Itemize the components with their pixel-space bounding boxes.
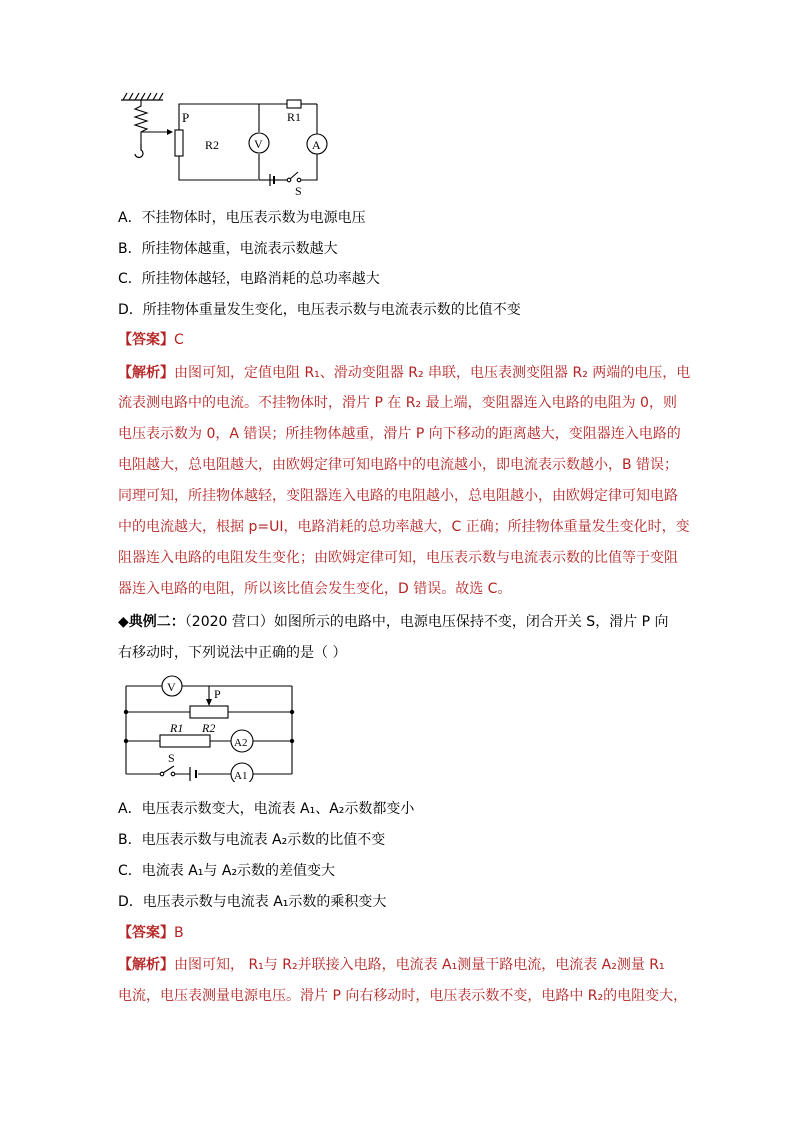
- switch-label: S: [295, 184, 302, 198]
- q1-analysis-line-6: 中的电流越大，根据 p=UI，电路消耗的总功率越大，C 正确；所挂物体重量发生变化时，变: [118, 519, 690, 535]
- q1-analysis-line-8: 器连入电路的电阻，所以该比值会发生变化，D 错误。故选 C。: [118, 581, 512, 597]
- switch-s: [287, 172, 301, 182]
- q2-option-c: C．电流表 A₁与 A₂示数的差值变大: [118, 863, 336, 879]
- q1-analysis-line-1: 【解析】由图可知，定值电阻 R₁、滑动变阻器 R₂ 串联，电压表测变阻器 R₂ 两端的电压，电: [118, 365, 691, 381]
- q1-option-a: A．不挂物体时，电压表示数为电源电压: [118, 210, 366, 226]
- slider-arrow: [167, 129, 173, 135]
- q2-answer: [118, 923, 184, 943]
- q2-analysis-line-1: 【解析】由图可知， R₁与 R₂并联接入电路，电流表 A₁测量干路电流，电流表 A₂测量 R₁: [118, 957, 665, 973]
- battery: [190, 767, 196, 781]
- switch-s: [160, 766, 175, 776]
- q1-analysis-label: 【解析】: [118, 365, 174, 381]
- q1-analysis-line-2: 流表测电路中的电流。不挂物体时，滑片 P 在 R₂ 最上端，变阻器连入电路的电阻为 0，则: [118, 395, 677, 411]
- q2-answer-value: B: [174, 925, 184, 941]
- resistor-r1-label: R1: [287, 110, 302, 124]
- q1-answer-label: 【答案】: [118, 332, 174, 348]
- ammeter-a1-label: A1: [234, 770, 248, 782]
- q2-title-line-2: 右移动时，下列说法中正确的是（ ）: [118, 645, 347, 661]
- resistor-r2-label: R2: [205, 138, 220, 152]
- switch-label: S: [168, 751, 175, 765]
- voltmeter-label: V: [167, 680, 176, 694]
- q2-title-label: ◆典例二：: [118, 614, 185, 630]
- slider-arrow: [206, 699, 212, 706]
- resistor-r1: [160, 735, 210, 747]
- circuit-diagram-1: [115, 92, 355, 198]
- q2-option-a: A．电压表示数变大，电流表 A₁、A₂示数都变小: [118, 801, 415, 817]
- q1-answer-value: C: [174, 332, 184, 348]
- q2-answer-label: 【答案】: [118, 925, 174, 941]
- resistor-r1: [287, 100, 301, 108]
- q2-title: [118, 612, 669, 632]
- q2-option-b: B．电压表示数与电流表 A₂示数的比值不变: [118, 832, 386, 848]
- resistor-r2-label: R2: [202, 721, 216, 735]
- q2-title-text: （2020 营口）如图所示的电路中，电源电压保持不变，闭合开关 S，滑片 P 向: [184, 614, 669, 630]
- resistor-r1-label: R1: [170, 721, 184, 735]
- q1-option-c: C．所挂物体越轻，电路消耗的总功率越大: [118, 271, 380, 287]
- q2-analysis-label: 【解析】: [118, 957, 174, 973]
- q1-analysis-line-5: 同理可知，所挂物体越轻，变阻器连入电路的电阻越小，总电阻越小，由欧姆定律可知电路: [118, 488, 678, 504]
- spring: [135, 100, 147, 144]
- slider-label-p: P: [182, 110, 190, 125]
- resistor-r2: [190, 706, 228, 718]
- resistor-r2: [175, 130, 183, 156]
- q2-analysis-line-2: 电流，电压表测量电源电压。滑片 P 向右移动时，电压表示数不变，电路中 R₂的电阻变大，: [118, 988, 688, 1004]
- hook: [135, 144, 143, 157]
- q1-option-d: D．所挂物体重量发生变化，电压表示数与电流表示数的比值不变: [118, 302, 521, 318]
- q2-option-d: D．电压表示数与电流表 A₁示数的乘积变大: [118, 894, 387, 910]
- q1-analysis-line-3: 电压表示数为 0，A 错误；所挂物体越重，滑片 P 向下移动的距离越大，变阻器连入电路的: [118, 426, 681, 442]
- ammeter-label: A: [312, 138, 321, 152]
- q1-answer: [118, 330, 184, 350]
- slider-label-p: P: [214, 687, 221, 701]
- q1-analysis-line-4: 电阻越大，总电阻越大，由欧姆定律可知电路中的电流越小，即电流表示数越小，B 错误；: [118, 457, 679, 473]
- q1-option-b: B．所挂物体越重，电流表示数越大: [118, 241, 338, 257]
- ammeter-a2-label: A2: [234, 737, 248, 749]
- battery: [259, 174, 287, 186]
- voltmeter-label: V: [254, 137, 263, 151]
- circuit-diagram-2: [118, 670, 308, 782]
- ceiling-hatch: [121, 93, 163, 100]
- q1-analysis-line-7: 阻器连入电路的电阻发生变化；由欧姆定律可知，电压表示数与电流表示数的比值等于变阻: [118, 550, 678, 566]
